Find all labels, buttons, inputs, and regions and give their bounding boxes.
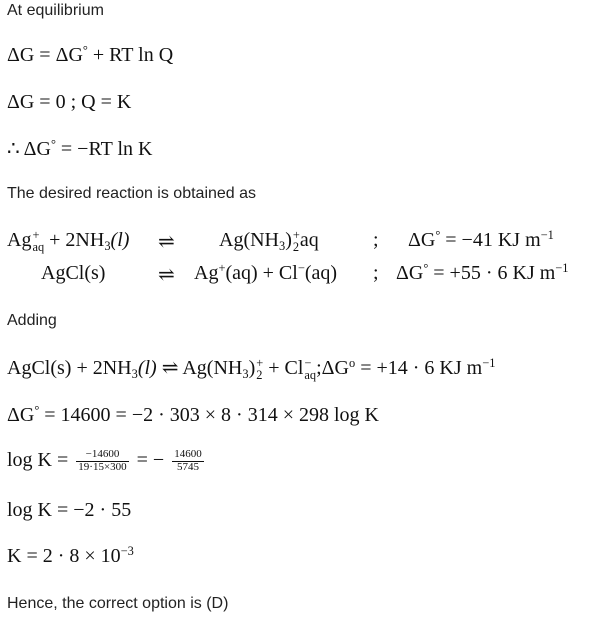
reaction-1 [0, 229, 604, 257]
reaction-2-delta-g: ΔG° = +55 · 6 KJ $m^{-1}$ [396, 261, 569, 284]
reaction-2-separator: ; [373, 262, 379, 284]
at-equilibrium-text: At equilibrium [7, 2, 104, 19]
reaction-2-arrow: ⇌ [158, 264, 175, 286]
k-value: $K = 2 \cdot 8 \times 10^{-3}$ [7, 544, 134, 567]
reaction-1-reactants: Ag + aq + $2NH_3(l)$ [7, 228, 130, 255]
equation-delta-g: ΔG = ΔG° + RT ln Q [7, 43, 174, 66]
reaction-1-delta-g: ΔG° = −41 KJ $m^{-1}$ [408, 228, 554, 251]
reaction-1-arrow: ⇌ [158, 231, 175, 253]
fraction-2: $\frac{14600}{5745}$ [174, 448, 202, 473]
log-k-value: log K = −2 · 55 [7, 499, 132, 521]
conclusion-text: Hence, the correct option is (D) [7, 595, 229, 612]
log-k-fraction: log K = $\frac{-14600}{19\cdot 15\times 300}$ = − $\frac{14600}{5745}$ [7, 448, 202, 473]
reaction-2-reactant: AgCl(s) [41, 262, 106, 284]
fraction-1: $\frac{-14600}{19\cdot 15\times 300}$ [78, 448, 127, 473]
equation-equilibrium-condition: ΔG = 0 ; Q = K [7, 91, 132, 113]
delta-g-calculation: ΔG° = 14600 = −2 · 303 × 8 · 314 × 298 log K [7, 403, 379, 426]
reaction-2-products: Ag+(aq) + Cl−(aq) [194, 261, 338, 284]
equation-standard-free-energy: ∴ ΔG° = −RT ln K [7, 137, 153, 160]
reaction-1-separator: ; [373, 229, 379, 251]
adding-text: Adding [7, 312, 57, 329]
desired-reaction-text: The desired reaction is obtained as [7, 185, 257, 202]
overall-reaction: AgCl(s) + $2NH_3(l)$ ⇌ $Ag(NH_3)$ + 2 + Cl − aq $;\Delta G^o = +14 \cdot 6$ KJ $m^{-1}$ [7, 356, 496, 383]
reaction-2 [0, 262, 604, 290]
reaction-1-product: $Ag(NH_3)$ + 2 aq [219, 228, 319, 255]
